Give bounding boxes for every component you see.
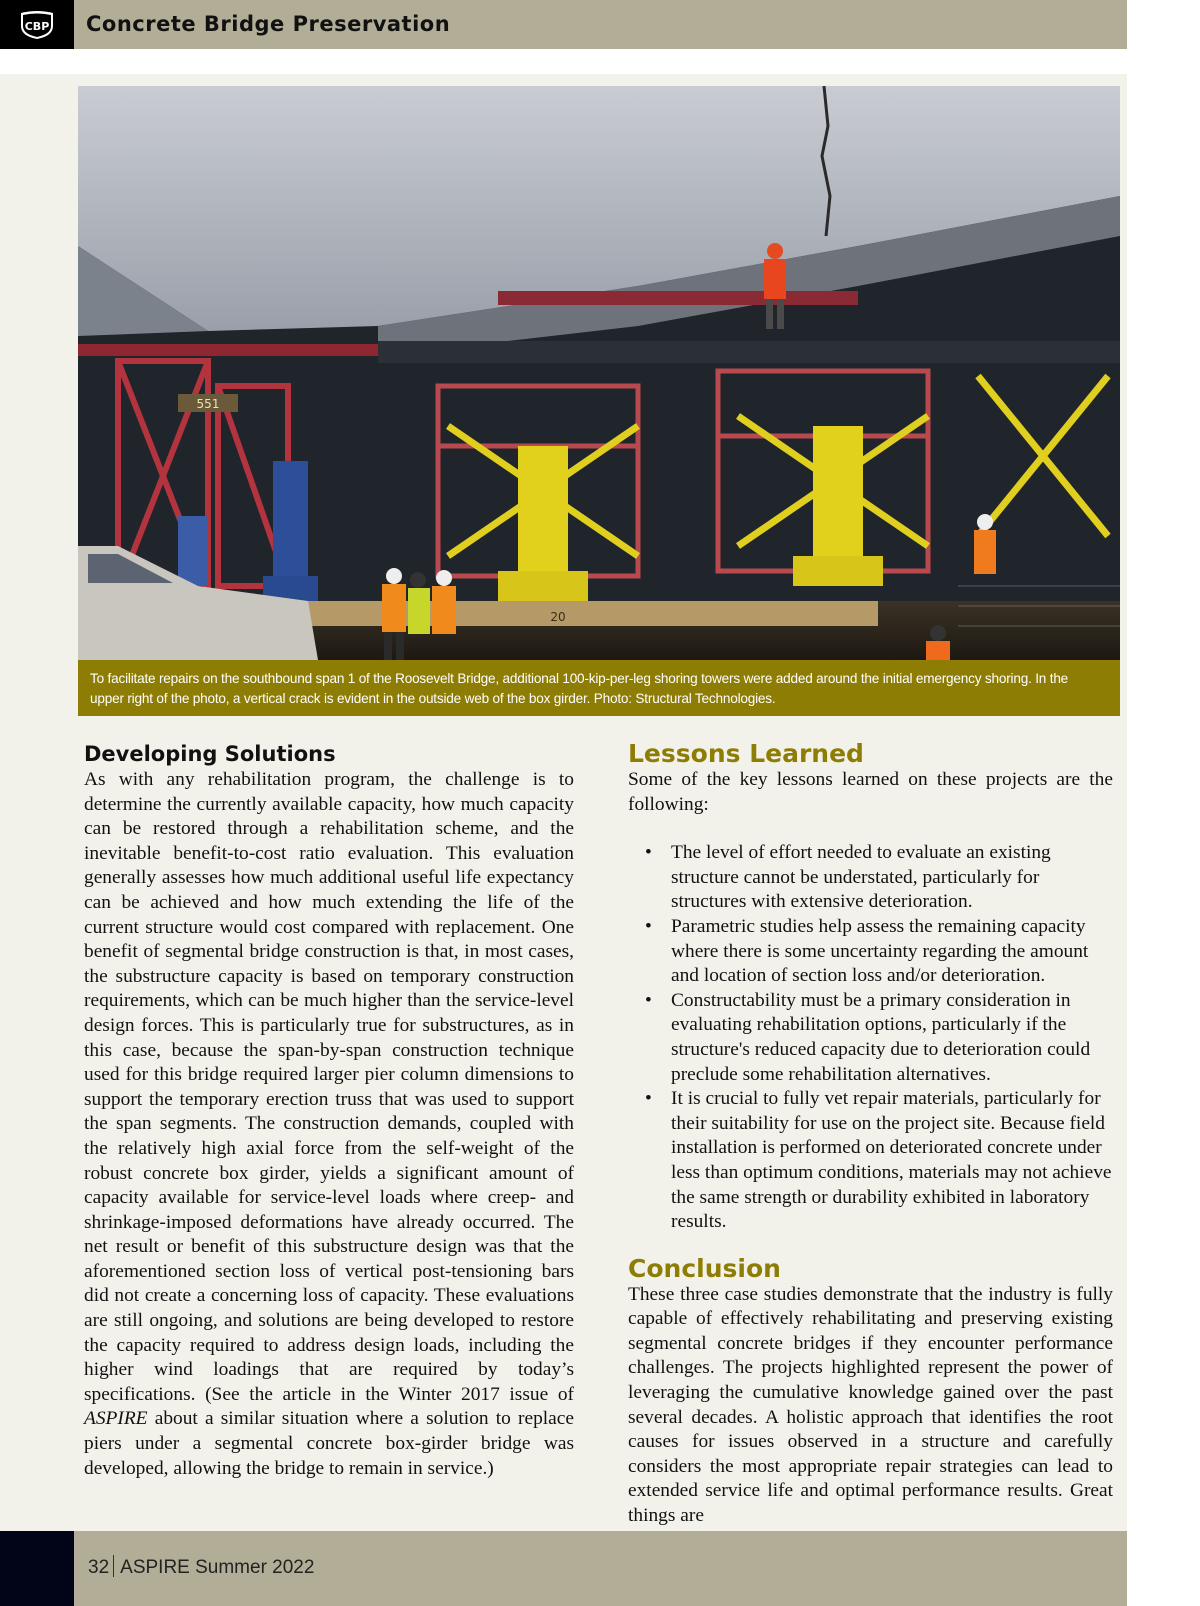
bullet-icon: • [645,1088,652,1110]
bullet-icon: • [645,842,652,864]
lesson-text: It is crucial to fully vet repair materials, particularly for their suitability for use on the project site. Because field installation is performed on deteriorated concrete under less than optimum conditions, materials may not achieve the same strength or durability exhibited in laboratory results. [671,1088,1112,1233]
developing-solutions-paragraph [84,768,574,1481]
list-item [628,989,1113,1087]
left-column [84,740,574,1481]
footer-band [74,1531,1127,1606]
page-number: 32 [88,1557,110,1578]
cbp-shield-icon [18,10,56,40]
section-title: Concrete Bridge Preservation [86,12,451,36]
photo-label-551: 551 [196,397,220,411]
photo-label-20: 20 [550,610,566,624]
lessons-list [628,841,1113,1235]
conclusion-heading: Conclusion [628,1253,781,1283]
bullet-icon: • [645,989,652,1011]
aspire-italic: ASPIRE [84,1408,148,1430]
developing-solutions-heading: Developing Solutions [84,742,336,766]
paragraph-text-part-2: about a similar situation where a solution to replace piers under a segmental concrete box-girder bridge was developed, allowing the bridge to remain in service.) [84,1408,574,1479]
logo-box [0,0,74,49]
lessons-intro: Some of the key lessons learned on these projects are the following: [628,769,1113,815]
footer-text [88,1555,314,1579]
right-column [628,740,1113,1529]
logo-text: CBP [24,20,50,33]
list-item [628,1087,1113,1235]
footer-box [0,1531,74,1606]
publication-name: ASPIRE Summer 2022 [120,1557,315,1578]
bridge-repair-photo [78,86,1120,660]
conclusion-paragraph: These three case studies demonstrate that the industry is fully capable of effectively rehabilitating and preserving existing segmental concrete bridges if they encounter performance challenges. The projects highlighted represent the power of leveraging the cumulative knowledge gained over the past several decades. A holistic approach that identifies the root causes for issues observed in a structure and carefully considers the most appropriate repair strategies can lead to extended service life and optimal performance results. Great things are [628,1283,1113,1527]
photo-caption: To facilitate repairs on the southbound span 1 of the Roosevelt Bridge, additional 100-kip-per-leg shoring towers were added around the initial emergency shoring. In the upper right of the photo, a vertical crack is evident in the outside web of the box girder. Photo: Structural Technologies. [90,671,1069,706]
footer-divider [113,1555,114,1577]
list-item [628,841,1113,915]
bullet-icon: • [645,915,652,937]
list-item [628,915,1113,989]
paragraph-text-part-1: As with any rehabilitation program, the challenge is to determine the currently available capacity, how much capacity can be restored through a rehabilitation scheme, and the inevitable benefit-to-cost ratio evaluation. This evaluation generally assesses how much additional useful life expectancy can be achieved and how much extending the life of the current structure would cost compared with replacement. One benefit of segmental bridge construction is that, in most cases, the substructure capacity is based on temporary construction requirements, which can be much higher than the service-level design forces. This is particularly true for substructures, as in this case, because the span-by-span construction technique used for this bridge required larger pier column dimensions to support the temporary erection truss that was used to support the span segments. The construction demands, coupled with the relatively high axial force from the self-weight of the robust concrete box girder, yields a significant amount of capacity available for service-level loads where creep- and shrinkage-imposed deformations have already occurred. The net result or benefit of this substructure design was that the aforementioned section loss of vertical post-tensioning bars did not create a concerning loss of capacity. These evaluations are still ongoing, and solutions are being developed to restore the capacity required to address design loads, including the higher wind loadings that are required by today’s specifications. (See the article in the Winter 2017 issue of [84,769,574,1405]
lesson-text: The level of effort needed to evaluate an existing structure cannot be understated, particularly for structures with extensive deterioration. [671,842,1051,913]
lesson-text: Parametric studies help assess the remaining capacity where there is some uncertainty regarding the amount and location of section loss and/or deterioration. [671,915,1089,987]
lessons-learned-heading: Lessons Learned [628,739,864,768]
header-band [74,0,1127,49]
photo-caption-box [78,660,1120,716]
lesson-text: Constructability must be a primary consideration in evaluating rehabilitation options, particularly if the structure's reduced capacity due to deterioration could preclude some rehabilitation alternatives. [671,989,1091,1085]
